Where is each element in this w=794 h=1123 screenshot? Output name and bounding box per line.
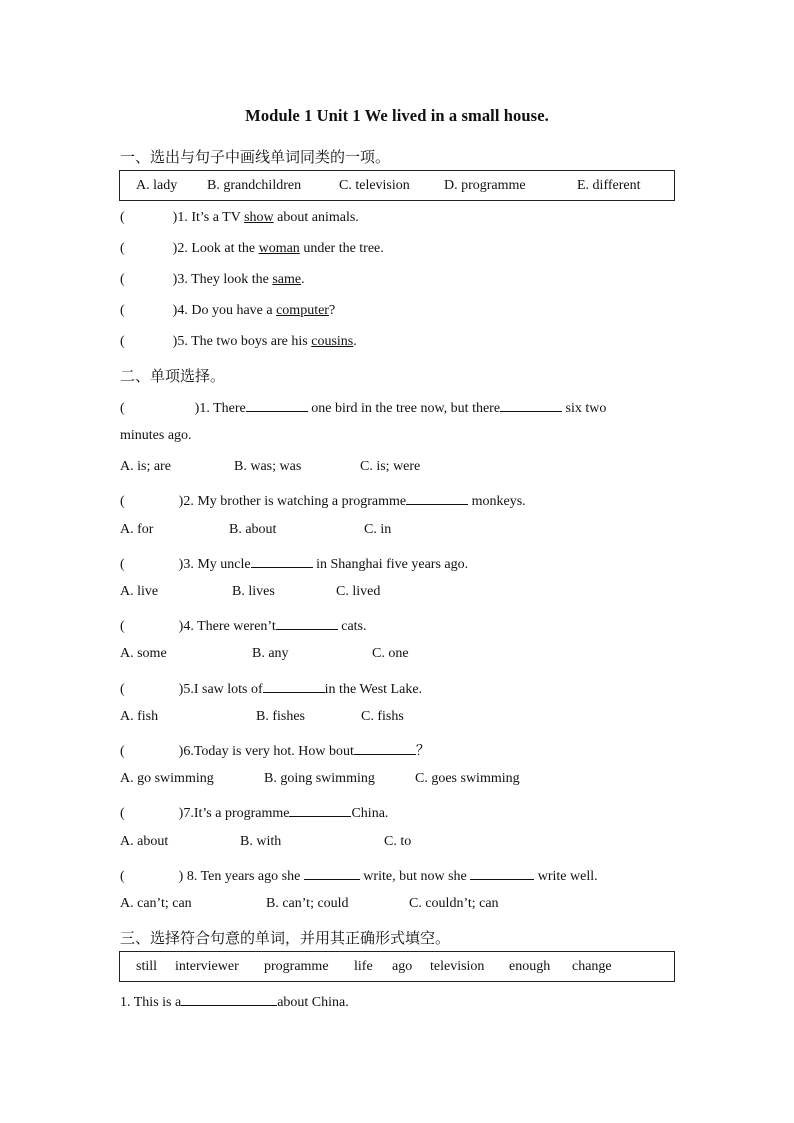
s2-question-3: ( )3. My uncle in Shanghai five years ago.	[120, 553, 468, 573]
underlined-word: show	[244, 210, 274, 225]
s2-q1-opt-b: B. was; was	[234, 459, 302, 474]
s2-question-1-cont: minutes ago.	[120, 428, 192, 443]
word-7: enough	[509, 959, 551, 974]
section1-heading: 一、选出与句子中画线单词同类的一项。	[120, 148, 391, 166]
word-6: television	[430, 959, 485, 974]
s2-q7-opt-b: B. with	[240, 834, 282, 849]
option-e: E. different	[577, 178, 641, 193]
s2-q1-opt-c: C. is; were	[360, 459, 421, 474]
s2-q5-opt-c: C. fishs	[361, 709, 404, 724]
s2-q2-opt-b: B. about	[229, 522, 277, 537]
word-1: still	[136, 959, 158, 974]
s2-q4-opt-c: C. one	[372, 646, 409, 661]
s2-question-8: ( ) 8. Ten years ago she write, but now she write well.	[120, 865, 598, 885]
s2-question-7: ( )7.It’s a programme China.	[120, 802, 388, 822]
s1-item-3: ( )3. They look the same.	[120, 272, 305, 287]
s1-item-2: ( )2. Look at the woman under the tree.	[120, 241, 384, 256]
section3-wordbank-box	[119, 951, 675, 982]
underlined-word: woman	[258, 241, 300, 256]
word-5: ago	[392, 959, 413, 974]
word-8: change	[572, 959, 612, 974]
word-2: interviewer	[175, 959, 239, 974]
s2-q3-opt-a: A. live	[120, 584, 159, 599]
s2-q4-opt-b: B. any	[252, 646, 289, 661]
word-3: programme	[264, 959, 329, 974]
s2-q4-opt-a: A. some	[120, 646, 167, 661]
s3-question-1: 1. This is a about China.	[120, 991, 349, 1011]
s2-q7-opt-c: C. to	[384, 834, 412, 849]
s2-q3-opt-c: C. lived	[336, 584, 381, 599]
s2-question-2: ( )2. My brother is watching a programme monkeys.	[120, 490, 526, 510]
option-d: D. programme	[444, 178, 526, 193]
section3-heading: 三、选择符合句意的单词，并用其正确形式填空。	[120, 929, 451, 947]
s2-q8-opt-b: B. can’t; could	[266, 896, 349, 911]
page-title: Module 1 Unit 1 We lived in a small house.	[245, 106, 549, 125]
option-c: C. television	[339, 178, 410, 193]
s2-question-4: ( )4. There weren’t cats.	[120, 615, 367, 635]
s2-q6-opt-a: A. go swimming	[120, 771, 214, 786]
section1-options-box	[119, 170, 675, 201]
underlined-word: same	[272, 272, 302, 287]
s2-q3-opt-b: B. lives	[232, 584, 275, 599]
s2-question-1: ( )1. There one bird in the tree now, but there six two	[120, 397, 674, 417]
option-a: A. lady	[136, 178, 178, 193]
s2-q2-opt-c: C. in	[364, 522, 392, 537]
s2-question-6: ( )6.Today is very hot. How bout ？	[120, 740, 430, 760]
s2-q8-opt-c: C. couldn’t; can	[409, 896, 499, 911]
s1-item-5: ( )5. The two boys are his cousins.	[120, 334, 357, 349]
underlined-word: cousins	[311, 334, 354, 349]
s2-q6-opt-b: B. going swimming	[264, 771, 375, 786]
s2-q6-opt-c: C. goes swimming	[415, 771, 520, 786]
section2-heading: 二、单项选择。	[120, 367, 226, 385]
option-b: B. grandchildren	[207, 178, 302, 193]
s2-q5-opt-a: A. fish	[120, 709, 159, 724]
s1-item-4: ( )4. Do you have a computer?	[120, 303, 336, 318]
word-4: life	[354, 959, 373, 974]
s2-q2-opt-a: A. for	[120, 522, 154, 537]
s2-q1-opt-a: A. is; are	[120, 459, 171, 474]
s2-q7-opt-a: A. about	[120, 834, 169, 849]
s2-q8-opt-a: A. can’t; can	[120, 896, 192, 911]
s2-question-5: ( )5.I saw lots of in the West Lake.	[120, 678, 422, 698]
underlined-word: computer	[276, 303, 329, 318]
s2-q5-opt-b: B. fishes	[256, 709, 305, 724]
s1-item-1: ( )1. It’s a TV show about animals.	[120, 210, 359, 225]
